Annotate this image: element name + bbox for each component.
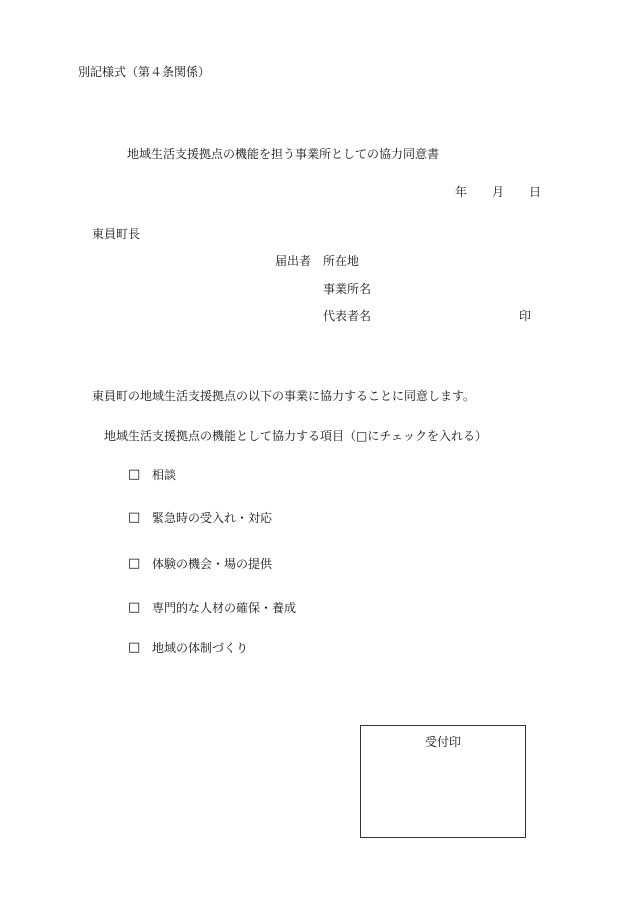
date-year-label: 年 [455,185,468,199]
checkbox[interactable]: □ [128,556,141,571]
office-name-label: 事業所名 [323,282,372,296]
checkbox[interactable]: □ [128,640,141,655]
item-label: 体験の機会・場の提供 [152,557,273,571]
reception-stamp-box [360,725,526,838]
date-day-label: 日 [529,185,542,199]
address-label: 所在地 [323,254,360,268]
item-label: 相談 [152,468,177,482]
reception-stamp-label: 受付印 [424,735,461,749]
item-label: 地域の体制づくり [152,641,249,655]
item-label: 専門的な人材の確保・養成 [152,601,297,615]
items-heading: 地域生活支援拠点の機能として協力する項目（□にチェックを入れる） [104,429,487,443]
date-month-label: 月 [492,185,505,199]
checkbox[interactable]: □ [128,467,141,482]
document-title: 地域生活支援拠点の機能を担う事業所としての協力同意書 [127,147,440,161]
seal-mark: 印 [519,309,532,323]
checkbox[interactable]: □ [128,510,141,525]
applicant-label: 届出者 [275,254,312,268]
form-reference: 別記様式（第４条関係） [78,65,211,79]
consent-statement: 東員町の地域生活支援拠点の以下の事業に協力することに同意します。 [92,389,476,403]
addressee: 東員町長 [92,227,141,241]
item-label: 緊急時の受入れ・対応 [152,511,273,525]
checkbox[interactable]: □ [128,600,141,615]
representative-label: 代表者名 [323,309,372,323]
